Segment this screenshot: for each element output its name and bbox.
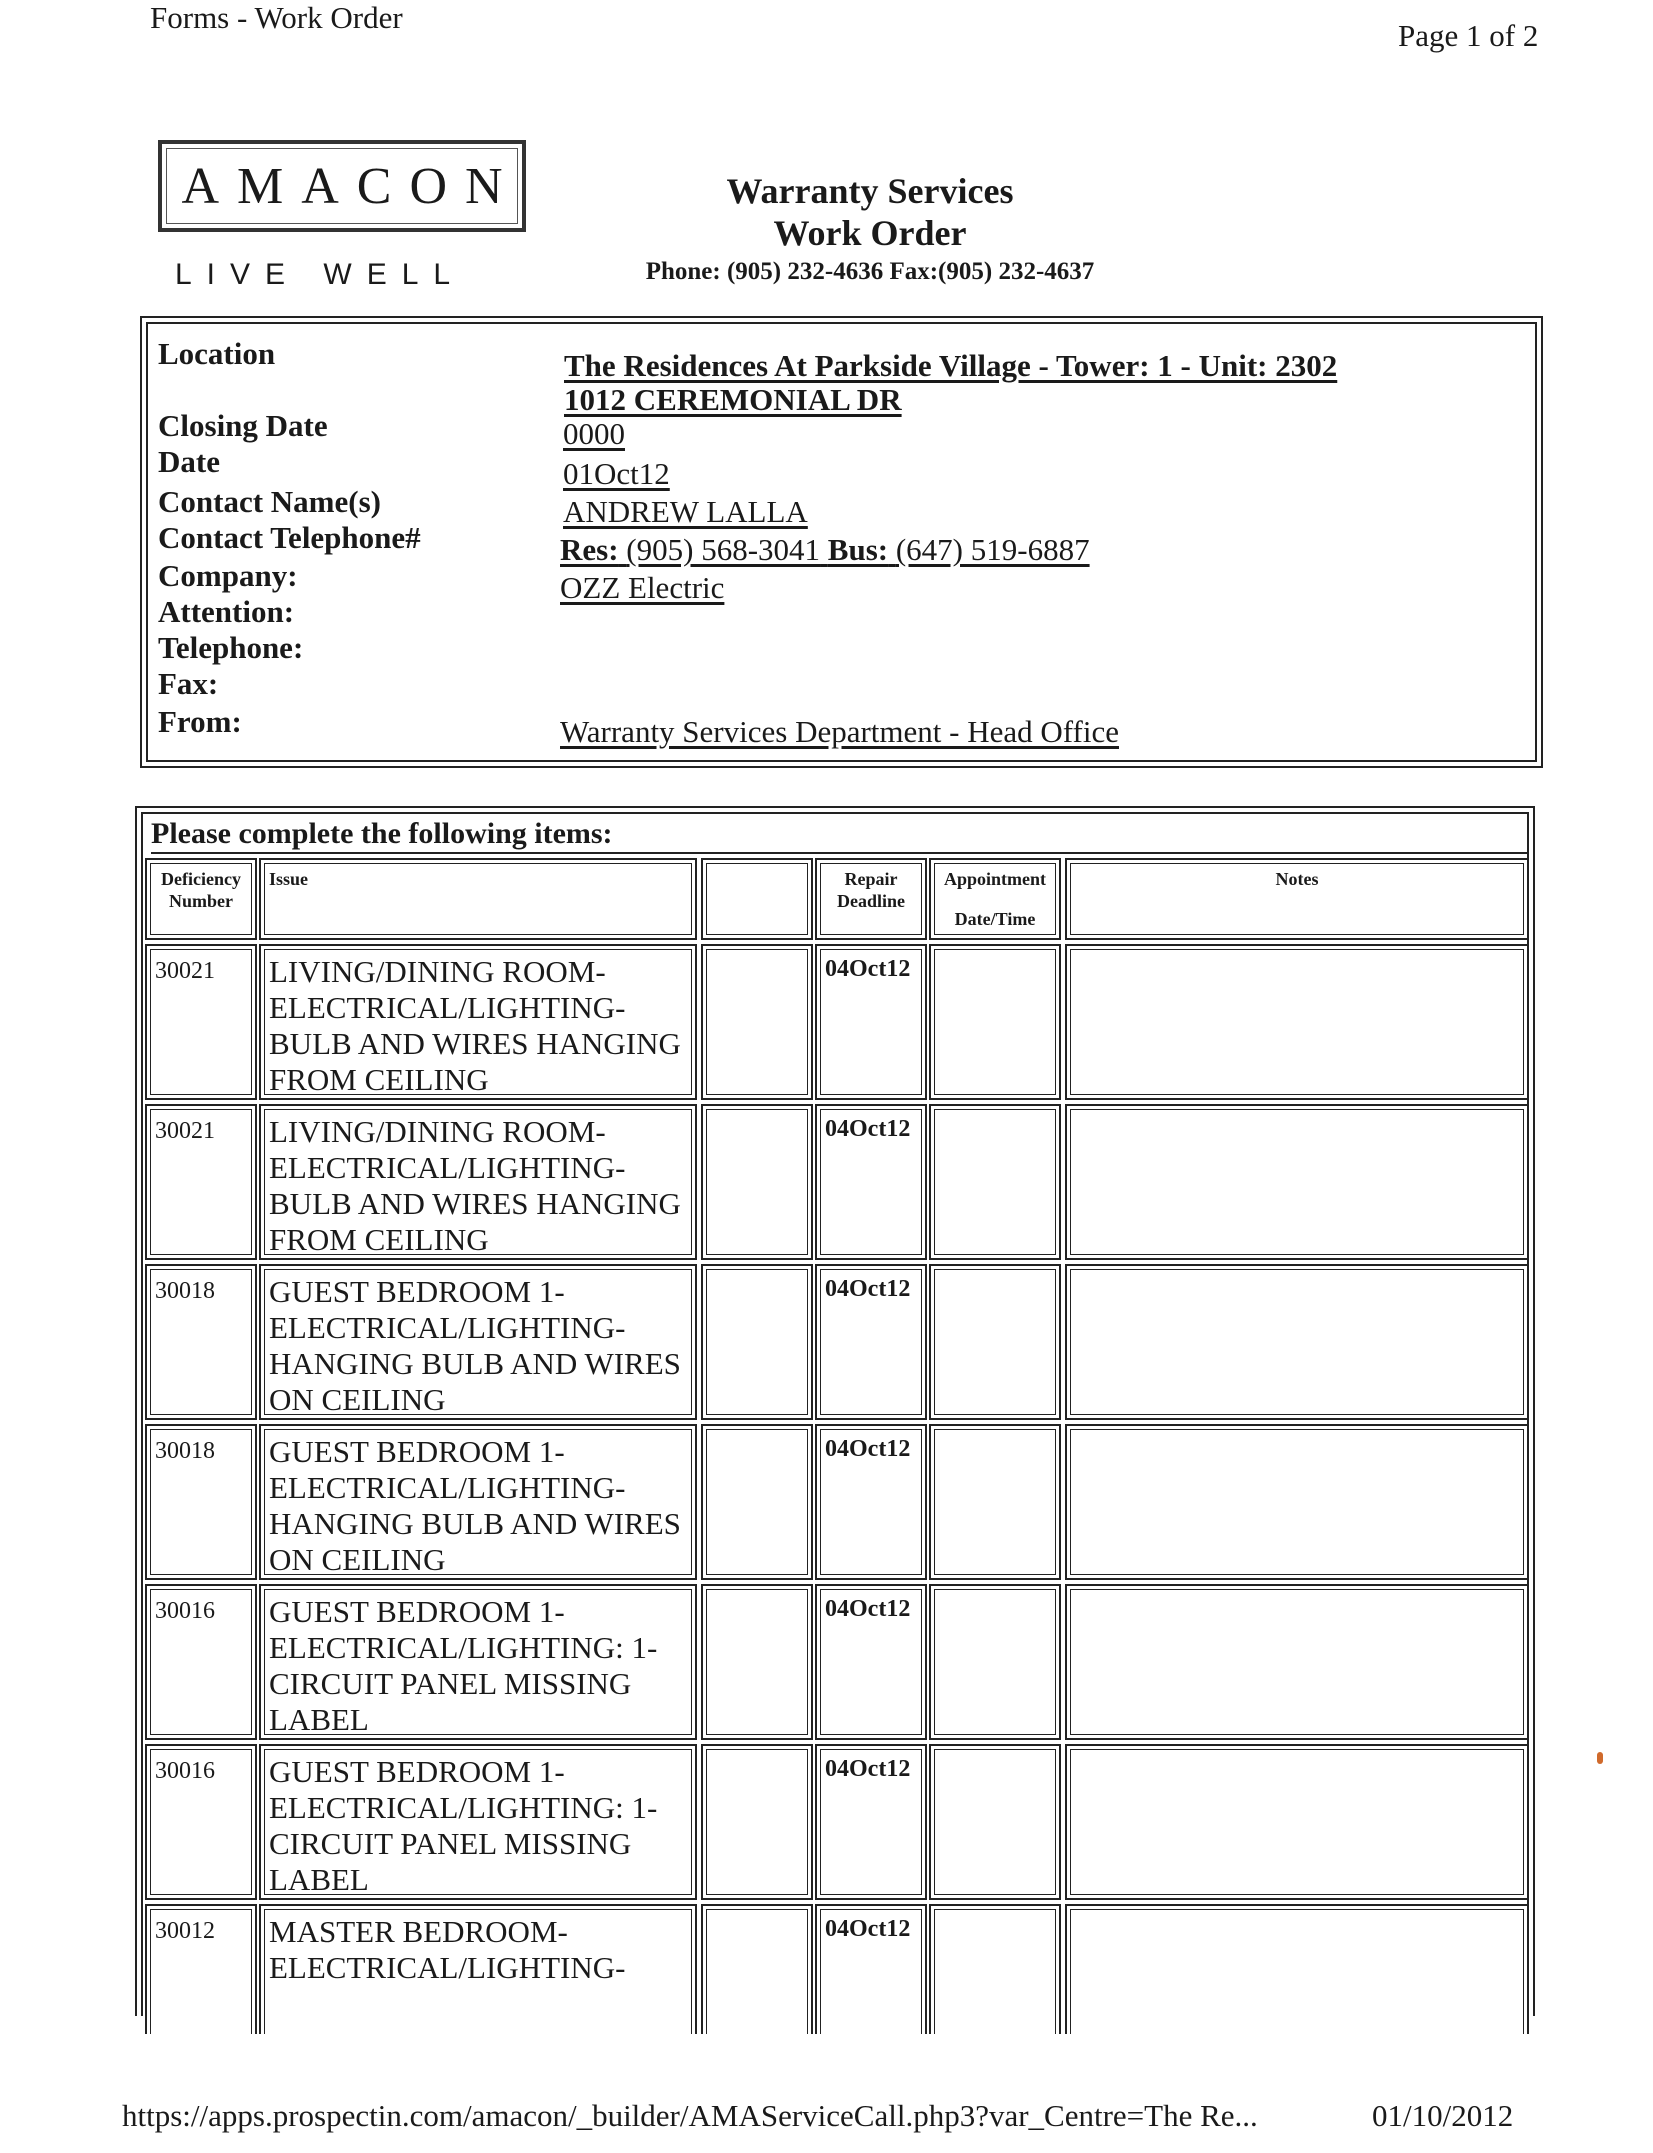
table-row-blank-cell bbox=[701, 944, 813, 1100]
page-indicator: Page 1 of 2 bbox=[1398, 18, 1539, 53]
table-row-notes-cell bbox=[1065, 1264, 1529, 1420]
table-row-issue-description: LIVING/DINING ROOM- ELECTRICAL/LIGHTING- BULB AND WIRES HANGING FROM CEILING bbox=[259, 944, 697, 1100]
table-row-repair-deadline: 04Oct12 bbox=[815, 1584, 927, 1740]
date-label: Date bbox=[158, 444, 220, 479]
table-row-notes-cell bbox=[1065, 1744, 1529, 1900]
table-row-appointment-cell bbox=[929, 1424, 1061, 1580]
column-header-repair-deadline: Repair Deadline bbox=[815, 858, 927, 940]
table-row-deficiency-number: 30016 bbox=[145, 1584, 257, 1740]
form-header-title: Forms - Work Order bbox=[150, 0, 403, 35]
from-label: From: bbox=[158, 704, 242, 739]
company-value: OZZ Electric bbox=[560, 570, 725, 605]
amacon-logo bbox=[158, 140, 526, 232]
table-row-blank-cell bbox=[701, 1744, 813, 1900]
table-row-deficiency-number: 30018 bbox=[145, 1424, 257, 1580]
company-label: Company: bbox=[158, 558, 298, 593]
table-row-notes-cell bbox=[1065, 944, 1529, 1100]
datetime-header-label: Date/Time bbox=[954, 909, 1036, 929]
title-line-2: Work Order bbox=[773, 213, 967, 253]
location-label: Location bbox=[158, 336, 276, 371]
table-row-blank-cell bbox=[701, 1584, 813, 1740]
work-order-info-box bbox=[140, 316, 1543, 768]
contact-name-value: ANDREW LALLA bbox=[563, 494, 808, 529]
footer-url: https://apps.prospectin.com/amacon/_builder/AMAServiceCall.php3?var_Centre=The Re... bbox=[122, 2098, 1258, 2133]
fax-label: Fax: bbox=[158, 666, 219, 701]
table-row-blank-cell bbox=[701, 1424, 813, 1580]
from-value: Warranty Services Department - Head Office bbox=[560, 714, 1119, 749]
title-line-1: Warranty Services bbox=[726, 171, 1014, 211]
table-row-appointment-cell bbox=[929, 1264, 1061, 1420]
contact-telephone-value bbox=[560, 532, 1090, 568]
contact-name-label: Contact Name(s) bbox=[158, 484, 381, 519]
table-row-repair-deadline: 04Oct12 bbox=[815, 1424, 927, 1580]
table-row-notes-cell bbox=[1065, 1424, 1529, 1580]
table-row-repair-deadline: 04Oct12 bbox=[815, 944, 927, 1100]
table-row-notes-cell bbox=[1065, 1904, 1529, 2034]
column-header-blank bbox=[701, 858, 813, 940]
column-header-appointment bbox=[929, 858, 1061, 940]
res-phone: (905) 568-3041 bbox=[626, 532, 821, 567]
bus-label: Bus: bbox=[827, 532, 889, 567]
attention-label: Attention: bbox=[158, 594, 295, 629]
table-row-blank-cell bbox=[701, 1104, 813, 1260]
appointment-header-label: Appointment bbox=[943, 869, 1046, 889]
bus-phone: (647) 519-6887 bbox=[895, 532, 1090, 567]
footer-date: 01/10/2012 bbox=[1372, 2098, 1514, 2133]
res-label: Res: bbox=[560, 532, 619, 567]
table-row-appointment-cell bbox=[929, 1104, 1061, 1260]
column-header-notes: Notes bbox=[1065, 858, 1529, 940]
table-row-issue-description: GUEST BEDROOM 1- ELECTRICAL/LIGHTING: 1- CIRCUIT PANEL MISSING LABEL bbox=[259, 1744, 697, 1900]
table-row-repair-deadline: 04Oct12 bbox=[815, 1744, 927, 1900]
table-row-issue-description: LIVING/DINING ROOM- ELECTRICAL/LIGHTING- BULB AND WIRES HANGING FROM CEILING bbox=[259, 1104, 697, 1260]
table-row-issue-description: GUEST BEDROOM 1- ELECTRICAL/LIGHTING- HANGING BULB AND WIRES ON CEILING bbox=[259, 1264, 697, 1420]
table-row-appointment-cell bbox=[929, 1584, 1061, 1740]
table-row-notes-cell bbox=[1065, 1104, 1529, 1260]
table-row-repair-deadline: 04Oct12 bbox=[815, 1264, 927, 1420]
table-row-notes-cell bbox=[1065, 1584, 1529, 1740]
logo-tagline: LIVE WELL bbox=[175, 258, 466, 291]
address-value: 1012 CEREMONIAL DR bbox=[564, 382, 902, 417]
table-row-deficiency-number: 30021 bbox=[145, 944, 257, 1100]
table-row-repair-deadline: 04Oct12 bbox=[815, 1104, 927, 1260]
table-row-deficiency-number: 30018 bbox=[145, 1264, 257, 1420]
location-value: The Residences At Parkside Village - Tower: 1 - Unit: 2302 bbox=[564, 348, 1338, 383]
column-header-issue: Issue bbox=[259, 858, 697, 940]
telephone-label: Telephone: bbox=[158, 630, 304, 665]
table-row-appointment-cell bbox=[929, 944, 1061, 1100]
table-row-blank-cell bbox=[701, 1264, 813, 1420]
logo-wordmark: AMACON bbox=[166, 148, 518, 224]
table-row-deficiency-number: 30021 bbox=[145, 1104, 257, 1260]
table-row-appointment-cell bbox=[929, 1744, 1061, 1900]
items-heading: Please complete the following items: bbox=[151, 814, 1527, 854]
scan-mark bbox=[1597, 1752, 1603, 1764]
table-row-deficiency-number: 30012 bbox=[145, 1904, 257, 2034]
table-row-issue-description: GUEST BEDROOM 1- ELECTRICAL/LIGHTING- HANGING BULB AND WIRES ON CEILING bbox=[259, 1424, 697, 1580]
table-row-issue-description: MASTER BEDROOM- ELECTRICAL/LIGHTING- bbox=[259, 1904, 697, 2034]
contact-telephone-label: Contact Telephone# bbox=[158, 520, 421, 555]
closing-date-label: Closing Date bbox=[158, 408, 328, 443]
table-row-blank-cell bbox=[701, 1904, 813, 2034]
deficiency-items-table bbox=[135, 806, 1535, 2016]
table-row-repair-deadline: 04Oct12 bbox=[815, 1904, 927, 2034]
table-row-appointment-cell bbox=[929, 1904, 1061, 2034]
closing-date-value: 0000 bbox=[563, 416, 625, 451]
table-row-issue-description: GUEST BEDROOM 1- ELECTRICAL/LIGHTING: 1- CIRCUIT PANEL MISSING LABEL bbox=[259, 1584, 697, 1740]
date-value: 01Oct12 bbox=[563, 456, 670, 491]
document-title-block bbox=[600, 170, 1140, 290]
contact-phone-fax: Phone: (905) 232-4636 Fax:(905) 232-4637 bbox=[645, 258, 1095, 285]
column-header-deficiency: Deficiency Number bbox=[145, 858, 257, 940]
table-row-deficiency-number: 30016 bbox=[145, 1744, 257, 1900]
